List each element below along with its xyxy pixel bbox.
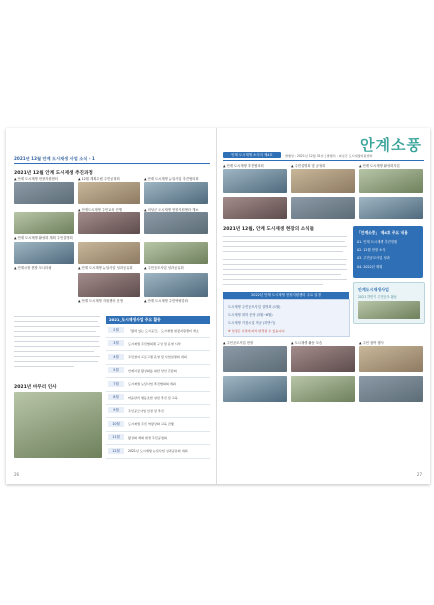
- bottom-photo-6: [359, 376, 423, 402]
- notice-item: 도시재생 대학 운영 (3월~6월): [228, 313, 273, 317]
- photo-1: [14, 182, 74, 204]
- table-row: [106, 392, 210, 405]
- table-month-cell: 10월: [108, 421, 124, 427]
- top-photo-3: [359, 169, 423, 193]
- sidebar-list-item: 02. 12월 현장 소식: [357, 248, 386, 253]
- sidebar-list-item: 04. 2022년 계획: [357, 264, 383, 269]
- header-tab: 안계 도시재생 소식지 제4호: [223, 152, 281, 158]
- bottom-photo-1: [223, 346, 287, 372]
- table-activity-cell: 주민참여 프로그램 운영 및 사업설명회 개최: [128, 355, 187, 360]
- table-activity-cell: 도시재생 뉴딜사업 추진협의회 개최: [128, 382, 176, 387]
- photo-5: [78, 212, 140, 234]
- top-caption-2: ▲ 주민설명회 및 공청회: [291, 164, 326, 168]
- photo-9: [144, 242, 208, 264]
- table-activity-cell: 2021년 도시재생 뉴딜사업 성과공유회 개최: [128, 449, 188, 454]
- photo-2: [78, 182, 140, 204]
- top-photo-1: [223, 169, 287, 193]
- left-header-rule: [14, 163, 210, 164]
- table-month-cell: 2월: [108, 327, 124, 333]
- table-row: [106, 325, 210, 338]
- table-activity-cell: 주민공모사업 선정 및 추진: [128, 408, 164, 413]
- closing-photo: [14, 392, 102, 458]
- table-activity-cell: 도시재생 주민 역량강화 교육 진행: [128, 422, 174, 427]
- bottom-photo-3: [359, 346, 423, 372]
- table-activity-cell: 「활력 있는 도시공간」 도시재생 현장지원센터 개소: [128, 328, 199, 333]
- bottom-caption-3: ▲ 주민 참여 행사: [359, 341, 384, 345]
- bottom-caption-2: ▲ 도시재생 활동 모습: [291, 341, 323, 345]
- sidebar-list-item: 01. 안계 도시재생 추진현황: [357, 240, 398, 244]
- photo-3: [144, 182, 208, 204]
- issue-info: 발행일 : 2021년 12월 31일 | 발행처 : 의성군 도시재생지원센터: [285, 154, 373, 158]
- table-activity-cell: 활성화 계획 변경 주민공청회: [128, 435, 167, 440]
- table-month-cell: 9월: [108, 407, 124, 413]
- top-caption-1: ▲ 안계 도시재생 추진협의회: [223, 164, 264, 168]
- top-photo-6: [359, 197, 423, 219]
- table-row: [106, 365, 210, 378]
- table-row: [106, 352, 210, 365]
- sidebar-list-item: 03. 주민공모사업 성과: [357, 256, 390, 261]
- table-row: [106, 432, 210, 445]
- table-title: 2021_도시재생사업 주요 활동: [106, 316, 210, 324]
- left-page-number: 26: [14, 472, 20, 477]
- section1-title: 2021년 12월 안계 도시재생 추진과정: [14, 171, 93, 176]
- bottom-photo-5: [291, 376, 355, 402]
- photo-caption-3: ▲ 안계 도시재생 뉴딜사업 추진협의회: [144, 177, 199, 181]
- left-page: [6, 128, 217, 484]
- table-month-cell: 8월: [108, 394, 124, 400]
- photo-7: [14, 242, 74, 264]
- table-activity-cell: 도시재생 주민협의체 구성 및 운영 시작: [128, 341, 181, 346]
- bottom-photo-4: [223, 376, 287, 402]
- masthead-title: 안계소풍: [360, 136, 422, 154]
- photo-caption-6: ▲ 의성군 도시재생 현장지원센터 개소: [144, 208, 199, 212]
- photo-10: [78, 273, 140, 297]
- photo-caption-1: ▲ 안계 도시재생 현장지원센터: [14, 177, 58, 181]
- bottom-photo-2: [291, 346, 355, 372]
- section2-title: 2021년 마무리 인사: [14, 385, 57, 390]
- sidebar-box: [353, 226, 423, 278]
- notice-title: 2022년 안계 도시재생 현장지원센터 주요 일정: [223, 292, 349, 299]
- right-page-number: 27: [416, 472, 422, 477]
- table-row: [106, 338, 210, 351]
- photo-caption-9: ▲ 주민공모사업 성과공유회: [144, 266, 184, 270]
- table-row: [106, 379, 210, 392]
- left-running-header: 2021년 12월 안계 도시재생 사업 소식 - 1: [14, 156, 95, 161]
- ad-banner-title: 안계도시재생사업: [358, 287, 389, 292]
- photo-11: [144, 273, 208, 297]
- ad-banner: [353, 282, 425, 324]
- table-row: [106, 405, 210, 418]
- photo-6: [144, 212, 208, 234]
- table-month-cell: 4월: [108, 354, 124, 360]
- table-month-cell: 7월: [108, 381, 124, 387]
- right-header-rule: [223, 160, 424, 161]
- photo-8: [78, 242, 140, 264]
- table-month-cell: 12월: [108, 448, 124, 454]
- notice-item: 도시재생 주민공모사업 설명회 (1월): [228, 305, 281, 309]
- photo-caption-5: ▲ 안계도시재생 주민교육 진행: [78, 208, 122, 212]
- notice-box: [223, 299, 350, 337]
- table-month-cell: 11월: [108, 434, 124, 440]
- bottom-caption-1: ▲ 주민공모사업 현장: [223, 341, 254, 345]
- table-row: [106, 446, 210, 459]
- photo-caption-8: ▲ 안계 도시재생 뉴딜사업 성과공유회: [78, 266, 133, 270]
- main-article-title: 2021년 12월, 안계 도시재생 현장의 소식들: [223, 227, 315, 232]
- photo-4: [14, 212, 74, 234]
- photo-caption-4: ▲ 안계 도시재생 활성화 계획 주민설명회: [14, 236, 73, 240]
- top-photo-5: [291, 197, 355, 219]
- sidebar-title: 「안계소풍」 제4호 주요 내용: [357, 230, 408, 235]
- table-month-cell: 5월: [108, 367, 124, 373]
- ad-banner-subtitle: 2021 하반기 주민공모 활동: [358, 295, 397, 299]
- top-caption-3: ▲ 안계 도시재생 활성화사업: [359, 164, 400, 168]
- ad-banner-image: [358, 301, 420, 319]
- table-row: [106, 419, 210, 432]
- top-photo-4: [223, 197, 287, 219]
- notice-footer: ※ 일정은 사정에 따라 변경될 수 있습니다.: [228, 329, 286, 333]
- photo-caption-11: ▲ 안계 도시재생 주민역량강화: [144, 299, 188, 303]
- table-activity-cell: 안계시장 활성화를 위한 상인 간담회: [128, 368, 177, 373]
- activity-table: [106, 316, 210, 462]
- top-photo-2: [291, 169, 355, 193]
- right-page: [217, 128, 430, 484]
- table-month-cell: 3월: [108, 340, 124, 346]
- table-activity-cell: 마을관리 협동조합 설립 추진 및 교육: [128, 395, 178, 400]
- notice-item: 도시재생 거점시설 착공 (하반기): [228, 321, 276, 325]
- photo-caption-10: ▲ 안계 도시재생 지원센터 운영: [78, 299, 123, 303]
- photo-caption-7: ▲ 안계시장 현장 모니터링: [14, 266, 52, 270]
- magazine-spread: [6, 128, 430, 484]
- photo-caption-2: ▲ 12월 계획수립 주민공청회: [78, 177, 120, 181]
